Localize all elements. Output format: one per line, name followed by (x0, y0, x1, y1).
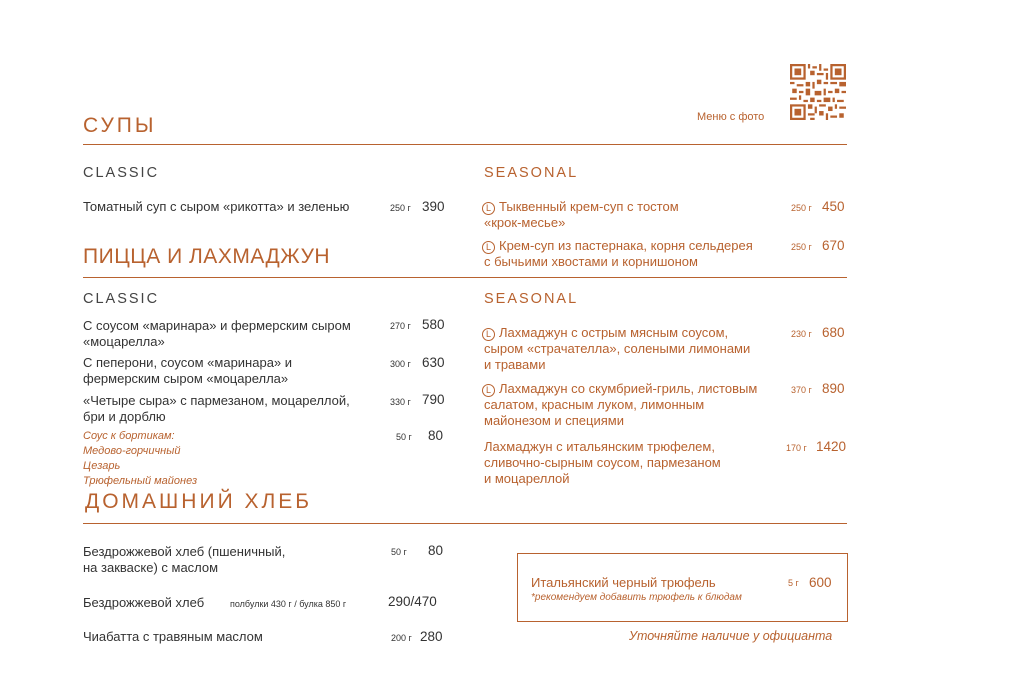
list-item: Медово-горчичный (83, 445, 181, 457)
list-item: Трюфельный майонез (83, 475, 198, 487)
section-title-bread: ДОМАШНИЙ ХЛЕБ (85, 490, 313, 513)
lenten-badge-icon: L (482, 241, 495, 254)
menu-item-name: Томатный суп с сыром «рикотта» и зеленью (83, 199, 350, 214)
menu-item-name: С соусом «маринара» и фермерским сыром «моцарелла» (83, 318, 351, 349)
menu-item-weight: 330 г (390, 397, 411, 407)
qr-code[interactable] (790, 64, 846, 125)
menu-item-name: «Четыре сыра» с пармезаном, моцареллой, бри и дорблю (83, 393, 350, 424)
footer-note: Уточняйте наличие у официанта (629, 629, 833, 643)
subtitle-classic: CLASSIC (83, 165, 160, 181)
divider (83, 523, 847, 524)
lenten-badge-icon: L (482, 202, 495, 215)
menu-item-weight: 5 г (788, 578, 799, 588)
menu-item-weight: 200 г (391, 633, 412, 643)
menu-item-price: 450 (822, 199, 845, 214)
menu-item-name: Бездрожжевой хлеб (83, 595, 205, 610)
sauce-title: Соус к бортикам: (83, 430, 175, 442)
subtitle-classic: CLASSIC (83, 291, 160, 307)
menu-item-name: L Лахмаджун со скумбрией-гриль, листовым салатом, красным луком, лимонным майонезом и специями (484, 381, 758, 428)
menu-item-weight: 300 г (390, 359, 411, 369)
menu-item-weight: 50 г (391, 547, 407, 557)
sauce-list (83, 429, 197, 489)
menu-item-weight: 50 г (396, 432, 412, 442)
subtitle-seasonal: SEASONAL (484, 165, 579, 181)
menu-item-name: L Тыквенный крем-суп с тостом «крок-месье» (484, 199, 679, 230)
menu-item-weight: 250 г (791, 242, 812, 252)
menu-item-weight: 250 г (791, 203, 812, 213)
menu-item-price: 80 (428, 428, 444, 443)
menu-item-weight: 250 г (390, 203, 411, 213)
menu-item-price: 1420 (816, 439, 847, 454)
section-title-pizza: ПИЦЦА И ЛАХМАДЖУН (83, 245, 331, 268)
menu-item-price: 790 (422, 392, 445, 407)
menu-item-price: 680 (822, 325, 845, 340)
menu-item-name: Итальянский черный трюфель (531, 575, 716, 590)
menu-item-price: 390 (422, 199, 445, 214)
menu-item-name: Чиабатта с травяным маслом (83, 629, 263, 644)
menu-item-weight: 370 г (791, 385, 812, 395)
menu-item-price: 670 (822, 238, 845, 253)
divider (83, 144, 847, 145)
lenten-badge-icon: L (482, 384, 495, 397)
menu-item-weight: 230 г (791, 329, 812, 339)
menu-item-weight: 170 г (786, 443, 807, 453)
qr-code-icon (790, 64, 846, 120)
menu-item-name: Бездрожжевой хлеб (пшеничный, на закваске) с маслом (83, 544, 286, 575)
menu-item-name: L Крем-суп из пастернака, корня сельдерея с бычьими хвостами и корнишоном (484, 238, 753, 269)
menu-item-price: 890 (822, 381, 845, 396)
list-item: Цезарь (83, 460, 121, 472)
menu-item-price: 630 (422, 355, 445, 370)
truffle-note: *рекомендуем добавить трюфель к блюдам (531, 592, 742, 603)
menu-item-price: 290/470 (388, 594, 437, 609)
menu-item-price: 580 (422, 317, 445, 332)
menu-item-price: 600 (809, 575, 832, 590)
divider (83, 277, 847, 278)
menu-item-weight: полбулки 430 г / булка 850 г (230, 599, 347, 609)
menu-item-price: 80 (428, 543, 444, 558)
section-title-soups: СУПЫ (83, 114, 157, 137)
lenten-badge-icon: L (482, 328, 495, 341)
menu-item-price: 280 (420, 629, 443, 644)
menu-item-name: Лахмаджун с итальянским трюфелем, сливочно-сырным соусом, пармезаном и моцареллой (484, 439, 721, 486)
qr-caption: Меню с фото (697, 111, 765, 123)
menu-item-name: L Лахмаджун с острым мясным соусом, сыром «страчателла», солеными лимонами и травами (484, 325, 751, 372)
subtitle-seasonal: SEASONAL (484, 291, 579, 307)
menu-item-name: С пеперони, соусом «маринара» и фермерским сыром «моцарелла» (83, 355, 293, 386)
menu-item-weight: 270 г (390, 321, 411, 331)
